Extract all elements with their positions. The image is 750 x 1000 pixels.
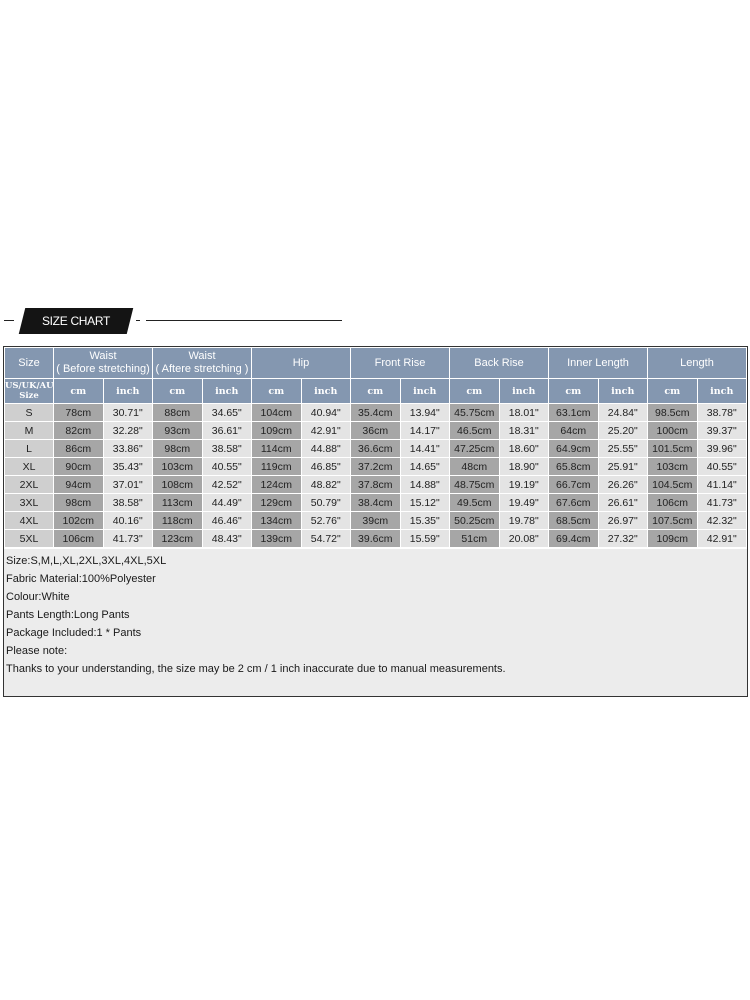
cm-value-cell: 139cm	[252, 530, 302, 548]
size-chart-table-container	[3, 346, 748, 697]
inch-value-cell: 39.96"	[697, 440, 747, 458]
inch-value-cell: 14.17"	[400, 422, 450, 440]
inch-value-cell: 40.55"	[202, 458, 252, 476]
cm-value-cell: 114cm	[252, 440, 302, 458]
inch-value-cell: 27.32"	[598, 530, 648, 548]
size-label-line-1: US/UK/AU	[5, 381, 54, 391]
header-row-units	[5, 379, 747, 404]
inch-value-cell: 48.43"	[202, 530, 252, 548]
cm-value-cell: 63.1cm	[549, 404, 599, 422]
inch-value-cell: 15.12"	[400, 494, 450, 512]
inch-value-cell: 42.52"	[202, 476, 252, 494]
inch-value-cell: 33.86"	[103, 440, 153, 458]
note-line: Please note:	[6, 645, 68, 657]
inch-value-cell: 26.26"	[598, 476, 648, 494]
cm-value-cell: 123cm	[153, 530, 203, 548]
inch-value-cell: 15.35"	[400, 512, 450, 530]
cm-value-cell: 36cm	[351, 422, 401, 440]
note-line: Fabric Material:100%Polyester	[6, 573, 156, 585]
size-chart-banner	[0, 300, 750, 342]
cm-value-cell: 98cm	[153, 440, 203, 458]
cm-value-cell: 103cm	[648, 458, 698, 476]
cm-value-cell: 78cm	[54, 404, 104, 422]
table-row	[5, 476, 747, 494]
inch-value-cell: 20.08"	[499, 530, 549, 548]
size-cell: S	[5, 404, 54, 422]
cm-value-cell: 46.5cm	[450, 422, 500, 440]
header-group	[549, 348, 648, 379]
header-group	[252, 348, 351, 379]
cm-value-cell: 64cm	[549, 422, 599, 440]
inch-value-cell: 19.78"	[499, 512, 549, 530]
inch-value-cell: 39.37"	[697, 422, 747, 440]
size-cell: 4XL	[5, 512, 54, 530]
cm-value-cell: 50.25cm	[450, 512, 500, 530]
cm-value-cell: 90cm	[54, 458, 104, 476]
header-group-title: Hip	[292, 356, 310, 369]
cm-value-cell: 104.5cm	[648, 476, 698, 494]
cm-value-cell: 94cm	[54, 476, 104, 494]
cm-value-cell: 38.4cm	[351, 494, 401, 512]
cm-value-cell: 118cm	[153, 512, 203, 530]
header-unit-inch: inch	[400, 379, 450, 404]
note-line: Pants Length:Long Pants	[6, 609, 130, 621]
banner-rule	[146, 320, 342, 321]
banner-dash-right	[136, 320, 140, 321]
inch-value-cell: 40.94"	[301, 404, 351, 422]
inch-value-cell: 41.14"	[697, 476, 747, 494]
cm-value-cell: 45.75cm	[450, 404, 500, 422]
header-group	[648, 348, 747, 379]
inch-value-cell: 19.19"	[499, 476, 549, 494]
inch-value-cell: 32.28"	[103, 422, 153, 440]
inch-value-cell: 48.82"	[301, 476, 351, 494]
size-cell: 3XL	[5, 494, 54, 512]
header-group-title: Back Rise	[474, 356, 524, 369]
cm-value-cell: 106cm	[54, 530, 104, 548]
product-notes	[4, 548, 747, 696]
header-group-title: Front Rise	[374, 356, 426, 369]
size-cell: L	[5, 440, 54, 458]
header-group-subtitle: ( Before stretching)	[56, 363, 150, 375]
inch-value-cell: 30.71"	[103, 404, 153, 422]
note-line: Thanks to your understanding, the size may be 2 cm / 1 inch inaccurate due to manual measurements.	[6, 663, 506, 675]
header-group-subtitle: ( Aftere stretching )	[155, 363, 249, 375]
cm-value-cell: 98.5cm	[648, 404, 698, 422]
inch-value-cell: 54.72"	[301, 530, 351, 548]
header-group	[153, 348, 252, 379]
cm-value-cell: 39cm	[351, 512, 401, 530]
header-unit-inch: inch	[499, 379, 549, 404]
table-row	[5, 422, 747, 440]
cm-value-cell: 37.2cm	[351, 458, 401, 476]
size-label-line-2: Size	[19, 391, 39, 401]
inch-value-cell: 41.73"	[103, 530, 153, 548]
inch-value-cell: 40.55"	[697, 458, 747, 476]
header-unit-inch: inch	[697, 379, 747, 404]
header-unit-inch: inch	[301, 379, 351, 404]
table-row	[5, 494, 747, 512]
cm-value-cell: 102cm	[54, 512, 104, 530]
header-group	[351, 348, 450, 379]
header-unit-cm: cm	[450, 379, 500, 404]
note-line: Package Included:1 * Pants	[6, 627, 142, 639]
cm-value-cell: 82cm	[54, 422, 104, 440]
cm-value-cell: 37.8cm	[351, 476, 401, 494]
inch-value-cell: 38.58"	[103, 494, 153, 512]
cm-value-cell: 88cm	[153, 404, 203, 422]
note-line: Size:S,M,L,XL,2XL,3XL,4XL,5XL	[6, 555, 167, 567]
cm-value-cell: 39.6cm	[351, 530, 401, 548]
cm-value-cell: 109cm	[252, 422, 302, 440]
inch-value-cell: 38.78"	[697, 404, 747, 422]
size-cell: 5XL	[5, 530, 54, 548]
cm-value-cell: 66.7cm	[549, 476, 599, 494]
cm-value-cell: 36.6cm	[351, 440, 401, 458]
inch-value-cell: 18.90"	[499, 458, 549, 476]
header-unit-inch: inch	[598, 379, 648, 404]
inch-value-cell: 34.65"	[202, 404, 252, 422]
inch-value-cell: 14.41"	[400, 440, 450, 458]
inch-value-cell: 15.59"	[400, 530, 450, 548]
inch-value-cell: 46.85"	[301, 458, 351, 476]
cm-value-cell: 113cm	[153, 494, 203, 512]
header-row-groups	[5, 348, 747, 379]
cm-value-cell: 48cm	[450, 458, 500, 476]
inch-value-cell: 38.58"	[202, 440, 252, 458]
inch-value-cell: 18.31"	[499, 422, 549, 440]
inch-value-cell: 36.61"	[202, 422, 252, 440]
cm-value-cell: 119cm	[252, 458, 302, 476]
header-group-title: Waist	[89, 350, 117, 362]
inch-value-cell: 26.97"	[598, 512, 648, 530]
header-unit-inch: inch	[202, 379, 252, 404]
cm-value-cell: 47.25cm	[450, 440, 500, 458]
table-body	[5, 404, 747, 548]
cm-value-cell: 103cm	[153, 458, 203, 476]
header-unit-cm: cm	[549, 379, 599, 404]
inch-value-cell: 14.65"	[400, 458, 450, 476]
header-size: Size	[5, 348, 54, 379]
note-line: Colour:White	[6, 591, 70, 603]
cm-value-cell: 100cm	[648, 422, 698, 440]
cm-value-cell: 51cm	[450, 530, 500, 548]
cm-value-cell: 93cm	[153, 422, 203, 440]
inch-value-cell: 46.46"	[202, 512, 252, 530]
header-unit-inch: inch	[103, 379, 153, 404]
cm-value-cell: 129cm	[252, 494, 302, 512]
inch-value-cell: 44.88"	[301, 440, 351, 458]
cm-value-cell: 65.8cm	[549, 458, 599, 476]
cm-value-cell: 67.6cm	[549, 494, 599, 512]
header-size-label	[5, 379, 54, 404]
header-unit-cm: cm	[648, 379, 698, 404]
inch-value-cell: 35.43"	[103, 458, 153, 476]
inch-value-cell: 25.91"	[598, 458, 648, 476]
inch-value-cell: 37.01"	[103, 476, 153, 494]
cm-value-cell: 101.5cm	[648, 440, 698, 458]
inch-value-cell: 14.88"	[400, 476, 450, 494]
inch-value-cell: 25.20"	[598, 422, 648, 440]
inch-value-cell: 42.91"	[301, 422, 351, 440]
size-cell: M	[5, 422, 54, 440]
header-group-title: Waist	[188, 350, 216, 362]
size-chart-table	[4, 347, 747, 548]
cm-value-cell: 49.5cm	[450, 494, 500, 512]
inch-value-cell: 18.01"	[499, 404, 549, 422]
inch-value-cell: 52.76"	[301, 512, 351, 530]
header-group-title: Length	[680, 356, 714, 369]
cm-value-cell: 64.9cm	[549, 440, 599, 458]
cm-value-cell: 68.5cm	[549, 512, 599, 530]
header-unit-cm: cm	[54, 379, 104, 404]
banner-dash-left	[4, 320, 14, 321]
cm-value-cell: 35.4cm	[351, 404, 401, 422]
cm-value-cell: 107.5cm	[648, 512, 698, 530]
table-row	[5, 512, 747, 530]
table-row	[5, 440, 747, 458]
header-unit-cm: cm	[153, 379, 203, 404]
inch-value-cell: 40.16"	[103, 512, 153, 530]
header-unit-cm: cm	[351, 379, 401, 404]
cm-value-cell: 48.75cm	[450, 476, 500, 494]
inch-value-cell: 42.32"	[697, 512, 747, 530]
inch-value-cell: 13.94"	[400, 404, 450, 422]
cm-value-cell: 86cm	[54, 440, 104, 458]
inch-value-cell: 50.79"	[301, 494, 351, 512]
cm-value-cell: 108cm	[153, 476, 203, 494]
cm-value-cell: 106cm	[648, 494, 698, 512]
header-group	[450, 348, 549, 379]
inch-value-cell: 18.60"	[499, 440, 549, 458]
cm-value-cell: 124cm	[252, 476, 302, 494]
table-row	[5, 458, 747, 476]
header-group	[54, 348, 153, 379]
table-row	[5, 404, 747, 422]
cm-value-cell: 109cm	[648, 530, 698, 548]
inch-value-cell: 24.84"	[598, 404, 648, 422]
cm-value-cell: 98cm	[54, 494, 104, 512]
inch-value-cell: 42.91"	[697, 530, 747, 548]
banner-title: SIZE CHART	[41, 314, 111, 328]
size-cell: 2XL	[5, 476, 54, 494]
table-row	[5, 530, 747, 548]
header-unit-cm: cm	[252, 379, 302, 404]
size-cell: XL	[5, 458, 54, 476]
inch-value-cell: 26.61"	[598, 494, 648, 512]
inch-value-cell: 25.55"	[598, 440, 648, 458]
inch-value-cell: 44.49"	[202, 494, 252, 512]
header-group-title: Inner Length	[567, 356, 629, 369]
cm-value-cell: 134cm	[252, 512, 302, 530]
inch-value-cell: 19.49"	[499, 494, 549, 512]
cm-value-cell: 104cm	[252, 404, 302, 422]
inch-value-cell: 41.73"	[697, 494, 747, 512]
cm-value-cell: 69.4cm	[549, 530, 599, 548]
